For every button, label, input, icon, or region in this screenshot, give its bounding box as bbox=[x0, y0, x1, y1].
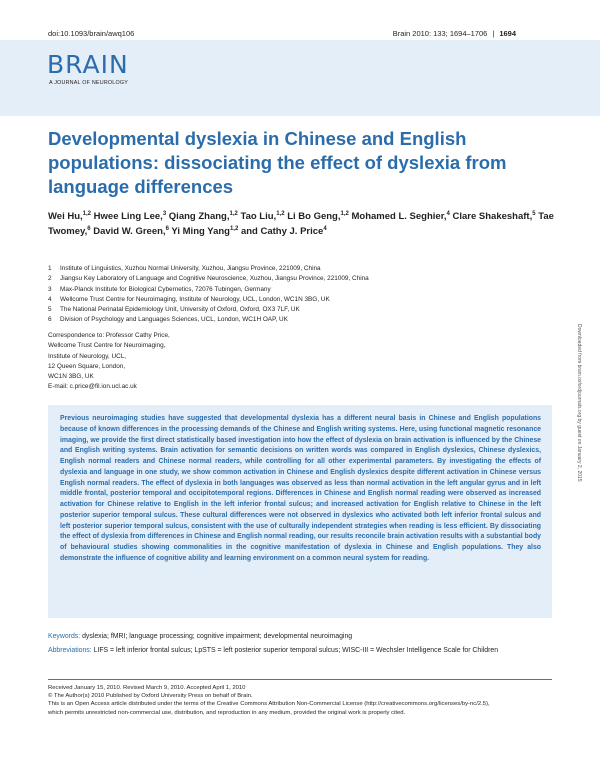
author-name: David W. Green, bbox=[93, 226, 166, 237]
author-list bbox=[48, 209, 568, 239]
author-affiliation-mark: 1,2 bbox=[229, 211, 238, 217]
citation-separator: | bbox=[492, 29, 495, 38]
affiliation-list bbox=[48, 264, 568, 326]
author-name: Tae Twomey, bbox=[48, 211, 554, 237]
author-name: Wei Hu, bbox=[48, 211, 83, 222]
license-line-1: This is an Open Access article distributed under the terms of the Creative Commons Attribution Non-Commercial License (http://creativecommons.org/licenses/by-nc/2.5), bbox=[48, 701, 490, 708]
author-affiliation-mark: 1,2 bbox=[276, 211, 285, 217]
journal-citation bbox=[393, 29, 516, 38]
citation-text: Brain 2010: 133; 1694–1706 bbox=[392, 29, 488, 38]
article-footer bbox=[48, 684, 558, 717]
affiliation-item bbox=[48, 315, 568, 325]
author-name: Mohamed L. Seghier, bbox=[351, 211, 447, 222]
affiliation-item bbox=[48, 264, 568, 274]
author-affiliation-mark: 5 bbox=[532, 211, 536, 217]
affiliation-text: Max-Planck Institute for Biological Cybernetics, 72076 Tubingen, Germany bbox=[60, 285, 271, 293]
affiliation-number: 2 bbox=[48, 275, 52, 283]
correspondence-line: 12 Queen Square, London, bbox=[48, 362, 126, 370]
author-name: Li Bo Geng, bbox=[287, 211, 341, 222]
license-line-2: which permits unrestricted non-commercial use, distribution, and reproduction in any medium, provided the original work is properly cited. bbox=[48, 709, 406, 716]
author-affiliation-mark: 4 bbox=[323, 226, 327, 232]
author-affiliation-mark: 4 bbox=[446, 211, 450, 217]
correspondence-line: Institute of Neurology, UCL, bbox=[48, 352, 127, 360]
affiliation-text: The National Perinatal Epidemiology Unit, University of Oxford, Oxford, OX3 7LF, UK bbox=[60, 306, 300, 314]
journal-logo: BRAIN bbox=[47, 50, 129, 79]
affiliation-number: 3 bbox=[48, 285, 52, 293]
abbreviations-line bbox=[48, 646, 568, 656]
copyright-notice: © The Author(s) 2010 Published by Oxford University Press on behalf of Brain. bbox=[48, 693, 253, 700]
keywords-label: Keywords: bbox=[48, 633, 81, 640]
author-name: and Cathy J. Price bbox=[240, 226, 324, 237]
correspondence-block bbox=[48, 331, 348, 393]
affiliation-item bbox=[48, 295, 568, 305]
article-title: Developmental dyslexia in Chinese and English populations: dissociating the effect of dyslexia from language differences bbox=[48, 128, 507, 197]
author-affiliation-mark: 1,2 bbox=[82, 211, 92, 217]
download-stamp: Downloaded from brain.oxfordjournals.org by guest on January 2, 2015 bbox=[576, 324, 582, 482]
affiliation-number: 5 bbox=[48, 306, 52, 314]
author-affiliation-mark: 1,2 bbox=[340, 211, 349, 217]
author-name: Yi Ming Yang bbox=[171, 226, 230, 237]
affiliation-text: Institute of Linguistics, Xuzhou Normal University, Xuzhou, Jiangsu Province, 221009, China bbox=[60, 265, 321, 272]
abstract-text: Previous neuroimaging studies have suggested that developmental dyslexia has a different neural basis in Chinese and English populations because of known differences in the processing demands of the Chinese and English writing systems. Here, using functional magnetic resonance imaging, we provide the first direct statistically based investigation into how the effect of dyslexia on brain activation is influenced by the Chinese and English writing systems. Brain activation for semantic decisions on written words was compared in English dyslexics, Chinese dyslexics, English normal readers and Chinese normal readers, while controlling for all other experimental parameters. By investigating the effects of dyslexia and language in one study, we show common activation in Chinese and English dyslexics despite different activation in Chinese versus English normal readers. The effect of dyslexia in both languages was observed as less than normal activation in the left angular gyrus and in left middle frontal, posterior temporal and occipitotemporal regions. Differences in Chinese and English normal reading were observed as increased activation for Chinese relative to English in the left inferior frontal sulcus; and increased activation for English relative to Chinese in the left posterior superior temporal sulcus. These cultural differences were not observed in dyslexics who activated both left inferior frontal sulcus and left posterior superior temporal sulcus, consistent with the use of culturally independent strategies when reading is less efficient. By dissociating the effect of dyslexia from differences in Chinese and English normal reading, our results reconcile brain activation results with a substantial body of behavioural studies showing commonalities in the cognitive manifestation of dyslexia in Chinese and English populations. They also demonstrate the influence of cognitive ability and learning environment on a common neural system for reading. bbox=[60, 415, 541, 562]
affiliation-text: Jiangsu Key Laboratory of Language and Cognitive Neuroscience, Xuzhou, Jiangsu Province, 221009, China bbox=[60, 275, 369, 283]
affiliation-item bbox=[48, 285, 568, 295]
footer-divider bbox=[48, 679, 552, 680]
author-affiliation-mark: 3 bbox=[162, 211, 167, 217]
author-name: Qiang Zhang, bbox=[168, 211, 230, 222]
author-affiliation-mark: 6 bbox=[165, 226, 169, 232]
author-name: Clare Shakeshaft, bbox=[452, 211, 533, 222]
abstract-box bbox=[48, 405, 552, 618]
abbreviations-label: Abbreviations: bbox=[48, 647, 92, 654]
affiliation-number: 1 bbox=[48, 265, 52, 272]
affiliation-item bbox=[48, 305, 568, 315]
correspondence-line: WC1N 3BG, UK bbox=[48, 373, 94, 381]
author-name: Hwee Ling Lee, bbox=[93, 211, 163, 222]
author-affiliation-mark: 6 bbox=[87, 226, 91, 232]
article-doi: doi:10.1093/brain/awq106 bbox=[48, 29, 135, 38]
author-affiliation-mark: 1,2 bbox=[229, 226, 239, 232]
author-name: Tao Liu, bbox=[240, 211, 277, 222]
keywords-line bbox=[48, 632, 568, 642]
abbreviations-text: LIFS = left inferior frontal sulcus; LpSTS = left posterior superior temporal sulcus; WISC-III = Wechsler Intelligence Scale for Children bbox=[93, 647, 499, 654]
received-dates: Received January 15, 2010. Revised March 9, 2010. Accepted April 1, 2010 bbox=[48, 685, 246, 691]
journal-subtitle: A JOURNAL OF NEUROLOGY bbox=[49, 80, 129, 86]
affiliation-text: Division of Psychology and Languages Sciences, UCL, London, WC1H OAP, UK bbox=[60, 316, 288, 324]
correspondence-line: E-mail: c.price@fil.ion.ucl.ac.uk bbox=[48, 383, 137, 391]
keywords-text: dyslexia; fMRI; language processing; cognitive impairment; developmental neuroimaging bbox=[82, 633, 353, 640]
correspondence-line: Correspondence to: Professor Cathy Price, bbox=[48, 332, 170, 339]
affiliation-text: Wellcome Trust Centre for Neuroimaging, Institute of Neurology, UCL, London, WC1N 3BG, UK bbox=[60, 295, 330, 303]
affiliation-item bbox=[48, 274, 568, 284]
affiliation-number: 4 bbox=[48, 295, 52, 303]
correspondence-line: Wellcome Trust Centre for Neuroimaging, bbox=[48, 342, 166, 350]
page-number: 1694 bbox=[499, 29, 516, 38]
affiliation-number: 6 bbox=[48, 316, 52, 324]
